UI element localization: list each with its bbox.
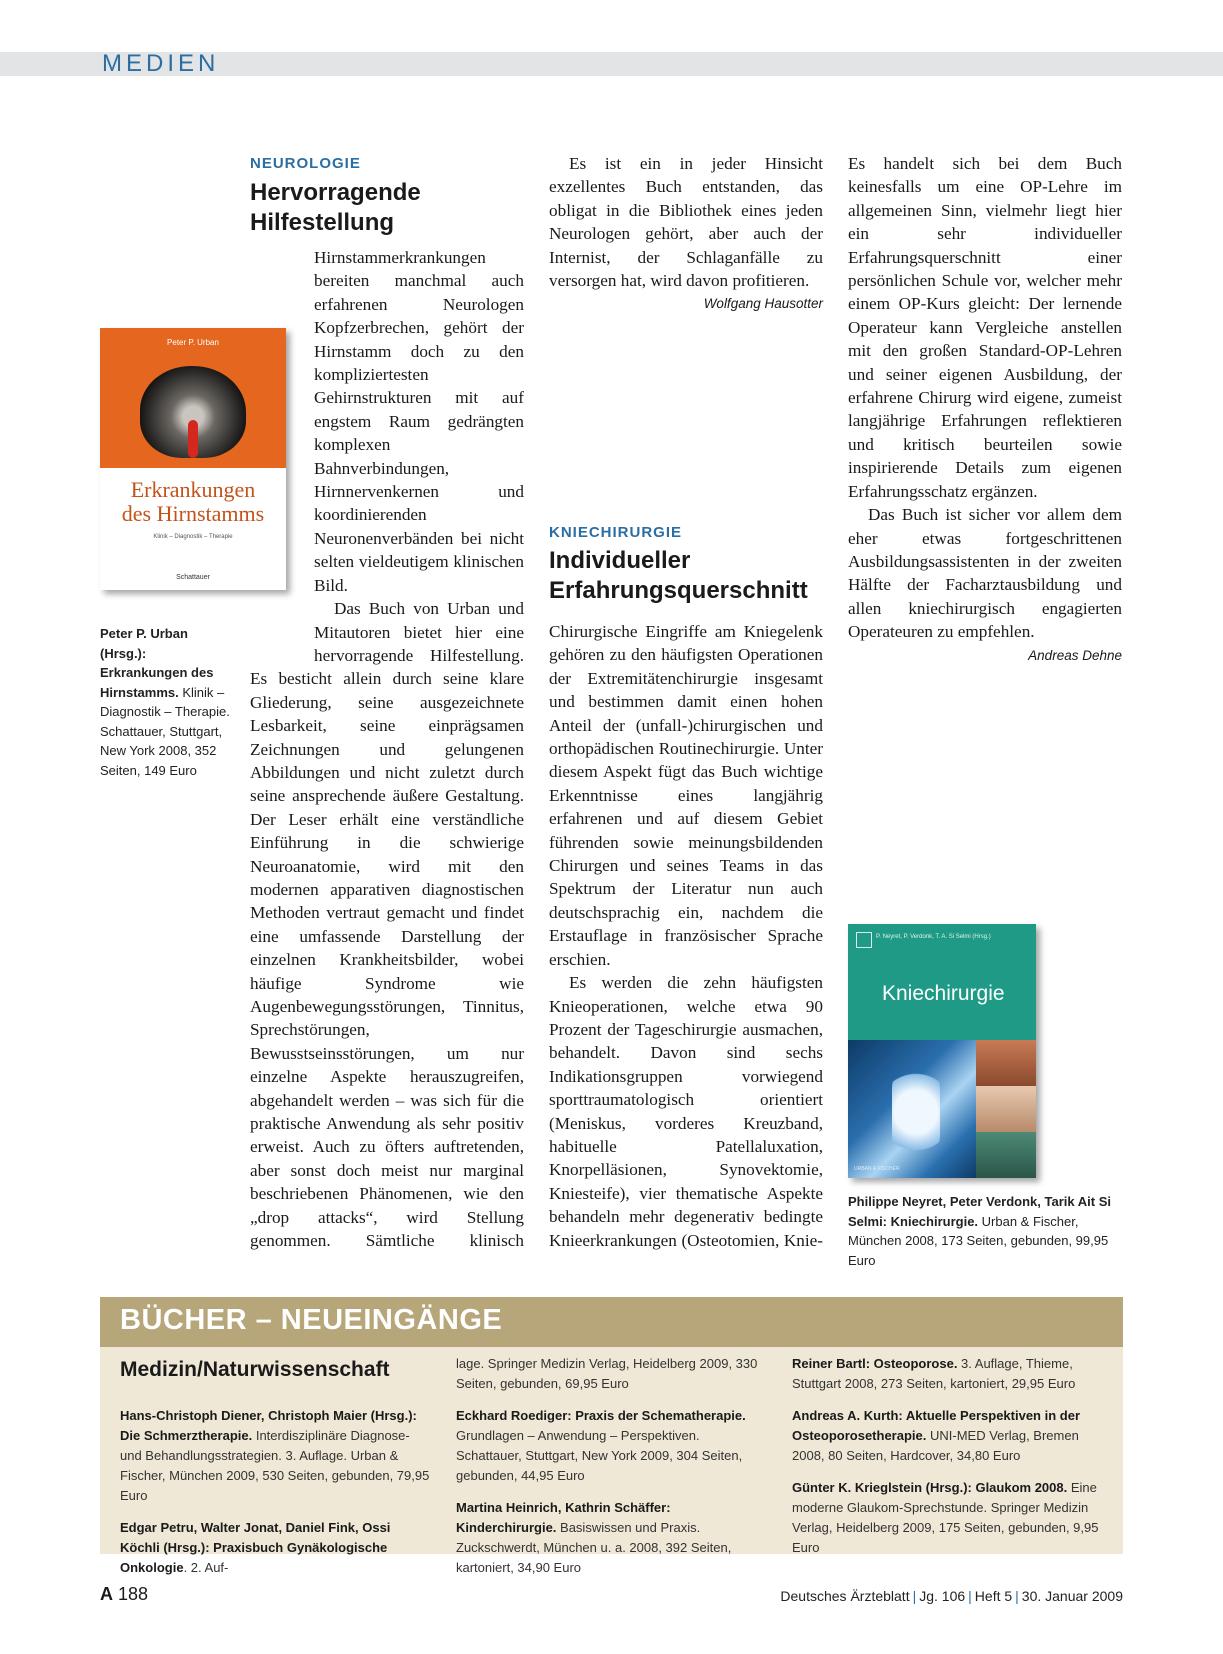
cover-author: Peter P. Urban	[167, 338, 219, 347]
article1-paragraph-2: Das Buch von Urban und Mitautoren bietet hier eine hervorragende Hilfestellung. Es besticht allein durch seine klare Gliederung, seine ausgezeichnete Lesbarkeit, seine einprägsamen Zeichnungen und gelungenen Abbildungen und nicht zuletzt durch seine ansprechende äußere Gestaltung. Der Leser erhält eine verständliche Einführung in die schwierige Neuroanatomie, wird mit den modernen apparativen diagnostischen Methoden vertraut gemacht und findet eine umfassende Darstellung der einzelnen Krankheitsbilder, wobei häufige Syndrome wie Augenbewegungsstörungen, Tinnitus, Sprechstörungen, Bewusstseinsstörungen, um nur einzelne Aspekte herauszugreifen, abgehandelt werden – was sich für die praktische Anwendung als sehr positiv erweist. Auch zu öfters auftretenden, aber sonst doch meist nur marginal beschriebenen Phänomenen, wie den „drop attacks“, wird Stellung genommen. Sämtliche klinisch	[250, 599, 524, 1251]
article2-paragraph-4: Das Buch ist sicher vor allem dem eher etwas fortgeschrittenen Ausbildungsassistenten in der zweiten Hälfte der Facharztausbildung und allen kniechirurgisch engagierten Operateuren zu empfehlen.	[848, 505, 1122, 642]
list-item: Eckhard Roediger: Praxis der Schematherapie. Grundlagen – Anwendung – Perspektiven. Schattauer, Stuttgart, New York 2009, 304 Seiten, gebunden, 44,95 Euro	[456, 1408, 746, 1483]
surgery-photo	[976, 1086, 1036, 1132]
list-item: Reiner Bartl: Osteoporose. 3. Auflage, Thieme, Stuttgart 2008, 273 Seiten, kartoniert, 29,95 Euro	[792, 1356, 1076, 1391]
new-books-title: BÜCHER – NEUEINGÄNGE	[120, 1304, 503, 1336]
article2-kicker: KNIECHIRURGIE	[549, 524, 683, 541]
section-label: MEDIEN	[102, 50, 220, 77]
article1-body-col2	[549, 152, 823, 316]
article1-author: Wolfgang Hausotter	[703, 296, 823, 312]
list-item: lage. Springer Medizin Verlag, Heidelberg 2009, 330 Seiten, gebunden, 69,95 Euro	[456, 1356, 758, 1391]
cover-publisher: Schattauer	[176, 574, 210, 581]
list-item: Martina Heinrich, Kathrin Schäffer: Kinderchirurgie. Basiswissen und Praxis. Zuckschwerdt, München u. a. 2008, 392 Seiten, kartoniert, 34,90 Euro	[456, 1500, 732, 1575]
article2-caption: Philippe Neyret, Peter Verdonk, Tarik Ait Si Selmi: Kniechirurgie. Urban & Fischer, München 2008, 173 Seiten, gebunden, 99,95 Euro	[848, 1194, 1111, 1268]
article1-kicker: NEUROLOGIE	[250, 155, 361, 172]
new-books-col2	[456, 1354, 768, 1590]
publisher-logo-icon	[856, 932, 872, 948]
article2-headline: Individueller Erfahrungsquerschnitt	[549, 547, 808, 604]
article1-body	[250, 246, 524, 1256]
surgery-photo	[976, 1040, 1036, 1086]
new-books-subtitle: Medizin/Naturwissenschaft	[120, 1358, 390, 1381]
cover-title: Erkrankungen des Hirnstamms	[121, 477, 265, 526]
article1-paragraph-3: Es ist ein in jeder Hinsicht exzellentes Buch entstanden, das obligat in die Bibliothek eines jeden Neurologen gehört, aber auch der Internist, der Schlaganfälle zu versorgen hat, wird davon profitieren.	[549, 154, 823, 291]
list-item: Andreas A. Kurth: Aktuelle Perspektiven in der Osteoporosetherapie. UNI-MED Verlag, Bremen 2008, 80 Seiten, Hardcover, 34,80 Euro	[792, 1408, 1080, 1463]
book-cover-kniechirurgie	[848, 924, 1036, 1178]
article1-headline: Hervorragende Hilfestellung	[250, 179, 421, 236]
list-item: Hans-Christoph Diener, Christoph Maier (Hrsg.): Die Schmerztherapie. Interdisziplinäre Diagnose- und Behandlungsstrategien. 3. Auflage. Urban & Fischer, München 2009, 530 Seiten, gebunden, 79,95 Euro	[120, 1408, 430, 1503]
article1-caption: Peter P. Urban (Hrsg.): Erkrankungen des Hirnstamms. Klinik – Diagnostik – Therapie. Schattauer, Stuttgart, New York 2008, 352 Seiten, 149 Euro	[100, 626, 230, 778]
cover-title: Kniechirurgie	[882, 982, 1005, 1005]
new-books-col1	[120, 1406, 432, 1590]
cover-subtitle: Klinik – Diagnostik – Therapie	[153, 534, 233, 540]
page-number: A 188	[100, 1584, 149, 1604]
cover-authors: P. Neyret, P. Verdonk, T. A. Si Selmi (Hrsg.)	[876, 934, 991, 940]
article2-paragraph-2: Es werden die zehn häufigsten Knieoperationen, welche etwa 90 Prozent der Tageschirurgie ausmachen, behandelt. Davon sind sechs Indikationsgruppen vorwiegend sporttraumatologisch orientiert (Meniskus, vorderes Kreuzband, habituelle Patellaluxation, Knorpelläsionen, Synovektomie, Kniesteife), vier thematische Aspekte behandeln mehr degenerativ bedingte Knieerkrankungen (Osteotomien, Knie-	[549, 973, 823, 1250]
cover-publisher: URBAN & FISCHER	[854, 1166, 900, 1172]
list-item: Edgar Petru, Walter Jonat, Daniel Fink, Ossi Köchli (Hrsg.): Praxisbuch Gynäkologische Onkologie. 2. Auf-	[120, 1520, 391, 1575]
list-item: Günter K. Krieglstein (Hrsg.): Glaukom 2008. Eine moderne Glaukom-Sprechstunde. Springer Medizin Verlag, Heidelberg 2009, 175 Seiten, gebunden, 9,95 Euro	[792, 1480, 1099, 1555]
new-books-col3	[792, 1354, 1104, 1570]
article1-paragraph-1: Hirnstammerkrankungen bereiten manchmal auch erfahrenen Neurologen Kopfzerbrechen, gehört der Hirnstamm doch zu den kompliziertesten Gehirnstrukturen mit auf engstem Raum gedrängten komplexen Bahnverbindungen, Hirnnervenkernen und koordinierenden Neuronenverbänden bei nicht selten vieldeutigem klinischen Bild.	[314, 248, 524, 595]
surgery-photo	[976, 1132, 1036, 1178]
article2-body-col2	[549, 620, 823, 1254]
article2-body-col3	[848, 152, 1122, 882]
article2-paragraph-3: Es handelt sich bei dem Buch keinesfalls um eine OP-Lehre im allgemeinen Sinn, vielmehr liegt hier ein sehr individueller Erfahrungsquerschnitt einer persönlichen Schule vor, welcher mehr einem OP-Kurs gleicht: Der lernende Operateur kann Vergleiche anstellen mit den großen Standard-OP-Lehren und seiner eigenen Ausbildung, der erfahrene Chirurg wird eigene, zumeist langjährige Erfahrungen reflektieren und kritisch beurteilen sowie inspirierende Details zum eigenen Erfahrungsschatz ergänzen.	[848, 154, 1122, 501]
journal-info: Deutsches Ärzteblatt | Jg. 106 | Heft 5 | 30. Januar 2009	[780, 1588, 1123, 1604]
article2-paragraph-1: Chirurgische Eingriffe am Kniegelenk gehören zu den häufigsten Operationen der Extremitätenchirurgie insgesamt und bestimmen damit einen hohen Anteil der (unfall-)chirurgischen und orthopädischen Routinechirurgie. Unter diesem Aspekt fügt das Buch wichtige Erkenntnisse eines langjährig erfahrenen und auf diesem Gebiet führenden sowie meinungsbildenden Chirurgen und seines Teams in das Spektrum der Literatur nun auch deutschsprachig ein, nachdem die Erstauflage in französischer Sprache erschien.	[549, 622, 823, 969]
article2-author: Andreas Dehne	[1028, 647, 1122, 663]
